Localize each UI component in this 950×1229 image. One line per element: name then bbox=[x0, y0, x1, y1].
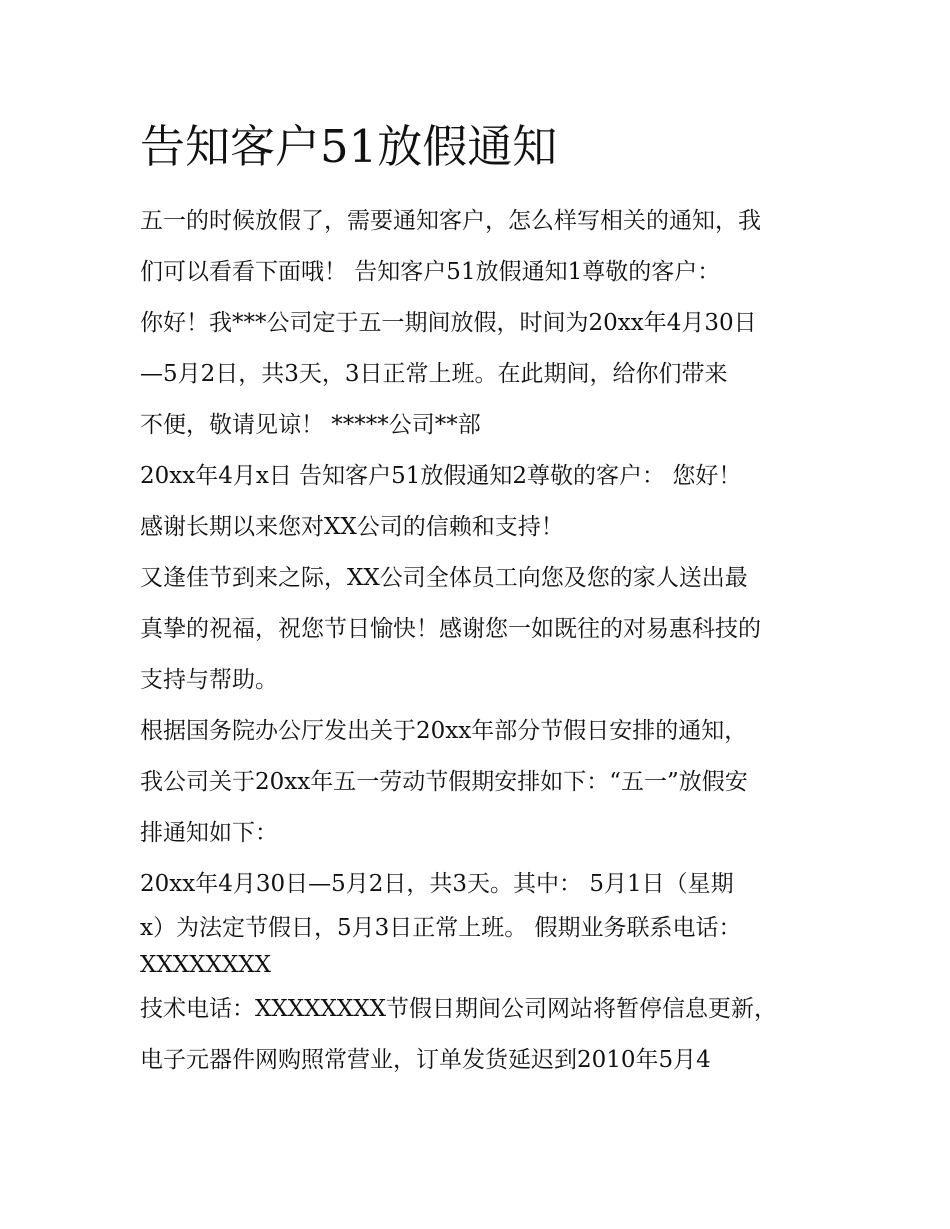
body-line: 五一的时候放假了，需要通知客户，怎么样写相关的通知，我 bbox=[140, 208, 761, 234]
body-line: 不便，敬请见谅！ *****公司**部 bbox=[140, 412, 481, 438]
body-line: 我公司关于20xx年五一劳动节假期安排如下：“五一”放假安 bbox=[140, 769, 748, 795]
body-line: —5月2日，共3天，3日正常上班。在此期间，给你们带来 bbox=[140, 361, 728, 387]
body-line: 们可以看看下面哦！ 告知客户51放假通知1尊敬的客户： bbox=[140, 259, 721, 285]
document-title: 告知客户51放假通知 bbox=[140, 120, 558, 173]
body-line: 电子元器件网购照常营业，订单发货延迟到2010年5月4 bbox=[140, 1047, 711, 1073]
body-line: 真挚的祝福，祝您节日愉快！感谢您一如既往的对易惠科技的 bbox=[140, 616, 761, 642]
body-line: 支持与帮助。 bbox=[140, 667, 278, 693]
body-line: XXXXXXXX bbox=[140, 952, 271, 978]
body-line: 20xx年4月x日 告知客户51放假通知2尊敬的客户： 您好！ bbox=[140, 463, 742, 489]
body-line: 排通知如下： bbox=[140, 820, 278, 846]
body-line: 根据国务院办公厅发出关于20xx年部分节假日安排的通知， bbox=[140, 718, 748, 744]
document-body bbox=[140, 196, 830, 1086]
body-line: 20xx年4月30日—5月2日，共3天。其中： 5月1日（星期 bbox=[140, 871, 734, 897]
body-line: 技术电话：XXXXXXXX节假日期间公司网站将暂停信息更新， bbox=[140, 996, 777, 1022]
body-line: x）为法定节假日，5月3日正常上班。 假期业务联系电话： bbox=[140, 915, 742, 941]
body-line: 又逢佳节到来之际，XX公司全体员工向您及您的家人送出最 bbox=[140, 565, 748, 591]
body-line: 感谢长期以来您对XX公司的信赖和支持！ bbox=[140, 514, 564, 540]
body-line: 你好！我***公司定于五一期间放假，时间为20xx年4月30日 bbox=[140, 310, 757, 336]
